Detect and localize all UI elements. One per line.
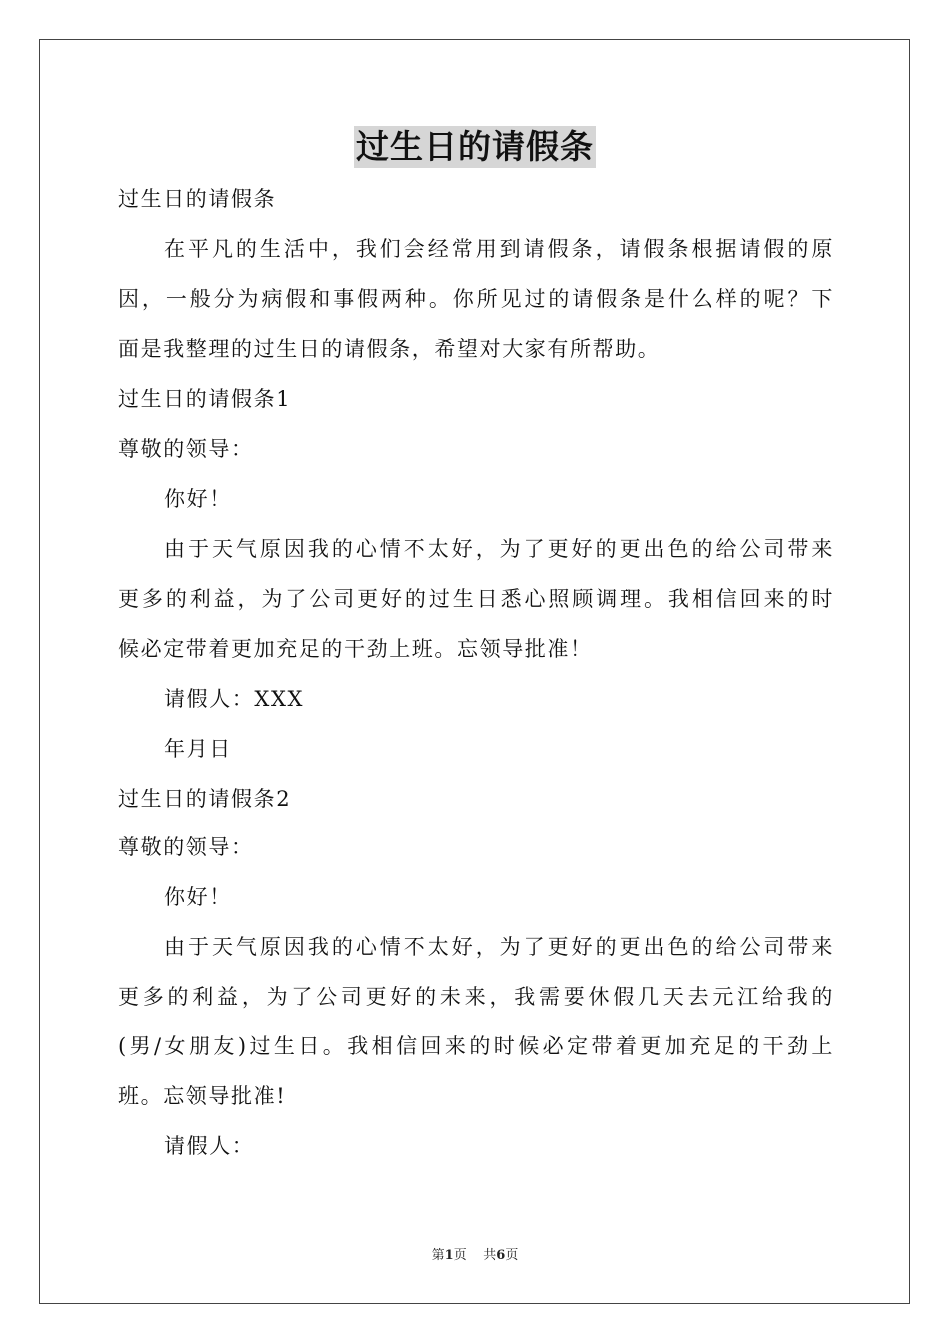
note2-heading: 过生日的请假条2 [118, 787, 292, 811]
note2-body-line: 更多的利益，为了公司更好的未来，我需要休假几天去元江给我的 [118, 985, 834, 1009]
note1-salutation: 尊敬的领导： [118, 437, 254, 461]
footer-page-prefix: 第 [431, 1248, 445, 1263]
title-wrap [0, 126, 950, 168]
footer-page-total: 6 [496, 1248, 506, 1263]
note2-greeting: 你好！ [164, 885, 232, 909]
page-border [39, 39, 910, 1304]
note2-body-line: 由于天气原因我的心情不太好，为了更好的更出色的给公司带来 [164, 935, 834, 959]
note1-body-line: 更多的利益，为了公司更好的过生日悉心照顾调理。我相信回来的时 [118, 587, 834, 611]
note2-salutation: 尊敬的领导： [118, 835, 254, 859]
page-footer [0, 1247, 950, 1265]
intro-line: 在平凡的生活中，我们会经常用到请假条，请假条根据请假的原 [164, 237, 834, 261]
note1-body-line: 候必定带着更加充足的干劲上班。忘领导批准！ [118, 637, 593, 661]
note1-greeting: 你好！ [164, 487, 232, 511]
note1-date: 年月日 [164, 737, 232, 761]
note2-signer: 请假人： [164, 1134, 255, 1158]
footer-total-suffix: 页 [505, 1248, 519, 1263]
document-title: 过生日的请假条 [356, 127, 594, 166]
note1-signer: 请假人：XXX [164, 687, 305, 711]
note1-heading: 过生日的请假条1 [118, 387, 292, 411]
document-subtitle: 过生日的请假条 [118, 187, 277, 211]
note2-body-line: 班。忘领导批准! [118, 1084, 287, 1108]
footer-page-suffix: 页 [453, 1248, 467, 1263]
footer-total-prefix: 共 [483, 1248, 497, 1263]
note1-body-line: 由于天气原因我的心情不太好，为了更好的更出色的给公司带来 [164, 537, 834, 561]
intro-line: 因，一般分为病假和事假两种。你所见过的请假条是什么样的呢？下 [118, 287, 834, 311]
note2-body-line: (男/女朋友)过生日。我相信回来的时候必定带着更加充足的干劲上 [118, 1034, 834, 1058]
intro-line: 面是我整理的过生日的请假条，希望对大家有所帮助。 [118, 337, 661, 361]
footer-page-current: 1 [444, 1248, 454, 1263]
